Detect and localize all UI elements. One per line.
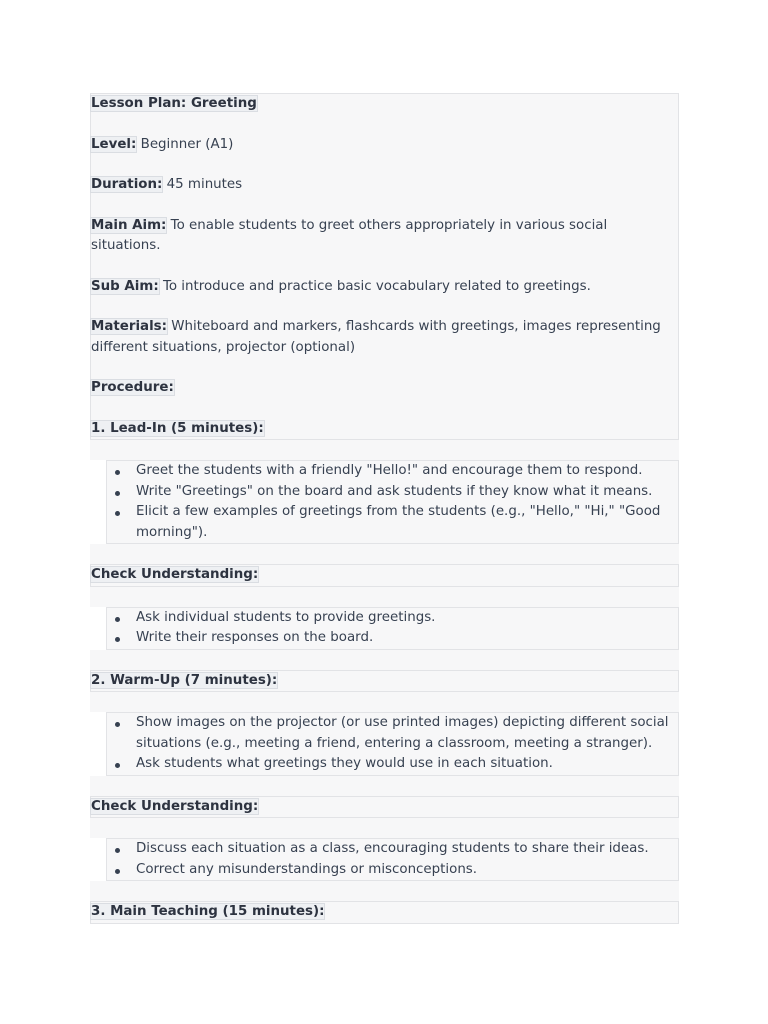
materials-line (91, 317, 678, 358)
materials-label: Materials: (91, 319, 167, 334)
list-item: Discuss each situation as a class, encouraging students to share their ideas. (136, 839, 678, 860)
spacer (90, 587, 679, 607)
spacer (90, 650, 679, 670)
level-value: Beginner (A1) (136, 136, 234, 152)
lead-in-heading: 1. Lead-In (5 minutes): (91, 420, 264, 436)
duration-line (91, 175, 678, 196)
spacer (90, 440, 679, 460)
procedure-label: Procedure: (91, 380, 174, 395)
list-item: Ask individual students to provide greetings. (136, 608, 678, 629)
check-understanding-heading-1 (90, 564, 679, 587)
list-item: Write "Greetings" on the board and ask students if they know what it means. (136, 482, 678, 503)
spacer (90, 818, 679, 838)
section-heading: Check Understanding: (91, 567, 259, 582)
section-heading: 3. Main Teaching (15 minutes): (91, 904, 325, 919)
section-heading: 2. Warm-Up (7 minutes): (91, 672, 278, 688)
lesson-plan-document (90, 93, 679, 924)
sub-aim-value: To introduce and practice basic vocabulary related to greetings. (158, 278, 591, 294)
sub-aim-line (91, 277, 678, 298)
main-aim-line (91, 216, 678, 257)
main-aim-value: To enable students to greet others appropriately in various social situations. (91, 217, 608, 253)
lead-in-line (91, 419, 678, 440)
lead-in-list (106, 460, 679, 544)
list-item: Elicit a few examples of greetings from the students (e.g., "Hello," "Hi," "Good morning"). (136, 502, 678, 543)
main-aim-label: Main Aim: (91, 217, 167, 233)
spacer (90, 544, 679, 564)
section-heading: Check Understanding: (91, 798, 259, 814)
procedure-line (91, 378, 678, 399)
check-understanding-list-2 (106, 838, 679, 881)
duration-label: Duration: (91, 177, 163, 192)
duration-value: 45 minutes (162, 177, 243, 192)
level-line (91, 135, 678, 156)
list-item: Correct any misunderstandings or misconceptions. (136, 860, 678, 881)
sub-aim-label: Sub Aim: (91, 278, 159, 294)
check-understanding-heading-2 (90, 796, 679, 819)
list-item: Show images on the projector (or use printed images) depicting different social situations (e.g., meeting a friend, entering a classroom, meeting a stranger). (136, 713, 678, 754)
check-understanding-list-1 (106, 607, 679, 650)
warm-up-heading (90, 670, 679, 693)
intro-block (90, 93, 679, 440)
list-item: Ask students what greetings they would use in each situation. (136, 754, 678, 775)
warm-up-list (106, 712, 679, 776)
level-label: Level: (91, 136, 137, 152)
list-item: Write their responses on the board. (136, 628, 678, 649)
lesson-title: Lesson Plan: Greeting (91, 96, 257, 111)
spacer (90, 692, 679, 712)
materials-value: Whiteboard and markers, flashcards with greetings, images representing different situations, projector (optional) (91, 319, 661, 355)
spacer (90, 881, 679, 901)
title-line (91, 94, 678, 115)
list-item: Greet the students with a friendly "Hello!" and encourage them to respond. (136, 461, 678, 482)
spacer (90, 776, 679, 796)
main-teaching-heading (90, 901, 679, 924)
